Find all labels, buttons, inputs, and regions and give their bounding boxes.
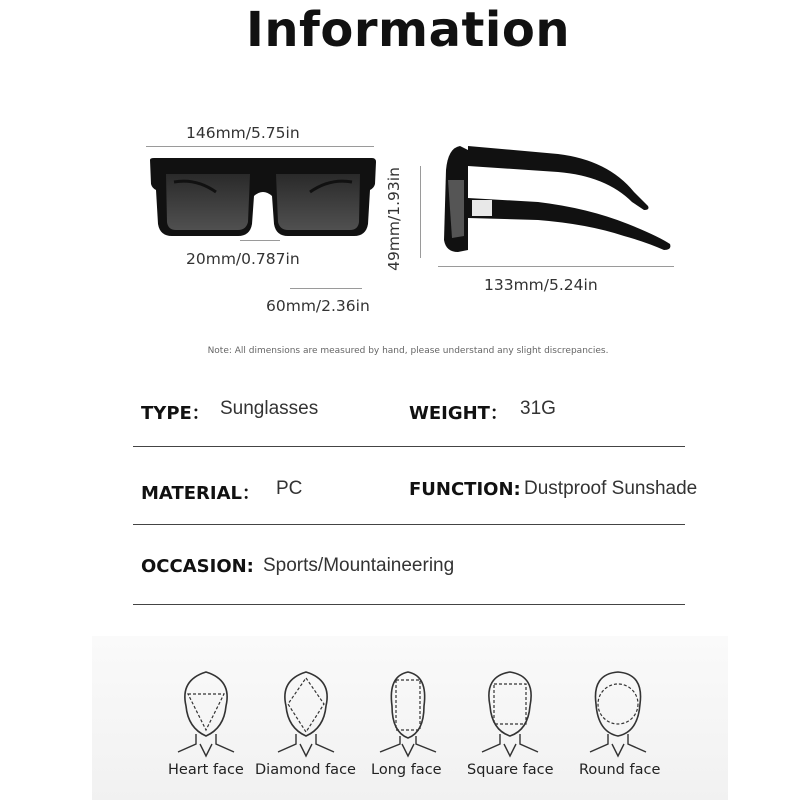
- diamond-face-icon: [266, 660, 346, 760]
- glasses-front-icon: [146, 152, 380, 242]
- weight-value: 31G: [520, 398, 556, 419]
- face-label-diamond: Diamond face: [255, 762, 356, 778]
- material-value: PC: [276, 478, 303, 499]
- lens-width-line: [290, 288, 362, 289]
- type-value: Sunglasses: [220, 398, 319, 419]
- measurement-note: Note: All dimensions are measured by hand, please understand any slight discrepancies.: [207, 346, 609, 356]
- face-label-square: Square face: [467, 762, 554, 778]
- lens-width-label: 60mm/2.36in: [266, 297, 370, 315]
- square-face-icon: [470, 660, 550, 760]
- long-face-icon: [368, 660, 448, 760]
- occasion-label: OCCASION:: [141, 556, 254, 577]
- bridge-label: 20mm/0.787in: [186, 250, 300, 268]
- lens-height-label: 49mm/1.93in: [384, 167, 403, 271]
- round-face-icon: [578, 660, 658, 760]
- total-width-line: [146, 146, 374, 147]
- weight-label: WEIGHT：: [409, 403, 508, 424]
- divider-2: [133, 524, 685, 525]
- occasion-value: Sports/Mountaineering: [263, 555, 455, 576]
- page-title: Information: [245, 2, 570, 58]
- temple-length-line: [438, 266, 674, 267]
- heart-face-icon: [166, 660, 246, 760]
- material-label: MATERIAL：: [141, 483, 260, 504]
- divider-3: [133, 604, 685, 605]
- function-value: Dustproof Sunshade: [524, 478, 698, 499]
- glasses-side-icon: [438, 140, 678, 260]
- total-width-label: 146mm/5.75in: [186, 124, 300, 142]
- divider-1: [133, 446, 685, 447]
- function-label: FUNCTION:: [409, 479, 521, 500]
- face-label-heart: Heart face: [168, 762, 244, 778]
- temple-length-label: 133mm/5.24in: [484, 276, 598, 294]
- lens-height-line: [420, 166, 421, 258]
- type-label: TYPE：: [141, 403, 210, 424]
- face-label-long: Long face: [371, 762, 442, 778]
- bridge-line: [240, 240, 280, 241]
- face-label-round: Round face: [579, 762, 661, 778]
